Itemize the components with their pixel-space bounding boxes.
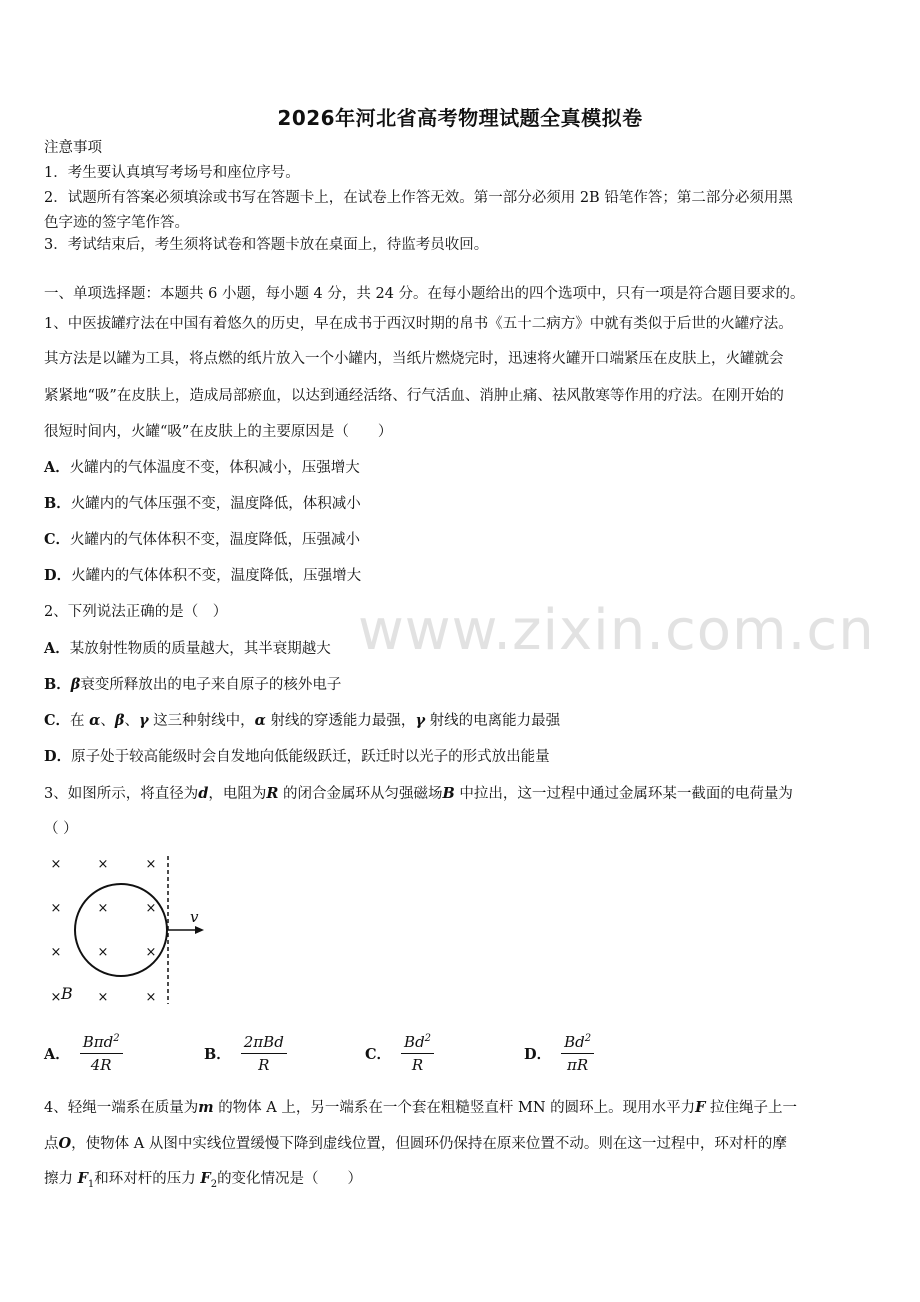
field-cross: × xyxy=(50,945,62,960)
field-cross: × xyxy=(97,857,109,872)
q2-option-a: A．某放射性物质的质量越大，其半衰期越大 xyxy=(44,640,331,657)
q1-stem-line-1: 1、中医拔罐疗法在中国有着悠久的历史，早在成书于西汉时期的帛书《五十二病方》中就有类似于后世的火罐疗法。 xyxy=(44,316,793,332)
field-label-b: B xyxy=(61,984,73,1003)
field-cross: × xyxy=(145,945,157,960)
q3-stem: 3、如图所示，将直径为d，电阻为R 的闭合金属环从匀强磁场B 中拉出，这一过程中通过金属环某一截面的电荷量为 xyxy=(44,785,793,802)
q2-option-c: C．在 α、β、γ 这三种射线中，α 射线的穿透能力最强，γ 射线的电离能力最强 xyxy=(44,712,561,729)
section-heading: 一、单项选择题：本题共 6 小题，每小题 4 分，共 24 分。在每小题给出的四个选项中，只有一项是符合题目要求的。 xyxy=(44,286,805,302)
q3-option-c: C． $\frac{Bd^2}{R}$ xyxy=(365,1028,434,1078)
q4-stem-line-3: 擦力 $F_1$和环对杆的压力 $F_2$的变化情况是（ ） xyxy=(44,1170,363,1190)
q1-stem-line-2: 其方法是以罐为工具，将点燃的纸片放入一个小罐内，当纸片燃烧完时，迅速将火罐开口端紧压在皮肤上，火罐就会 xyxy=(44,351,784,367)
field-cross: × xyxy=(97,990,109,1005)
notice-item-1: 1．考生要认真填写考场号和座位序号。 xyxy=(44,165,300,181)
notice-item-3: 3．考试结束后，考生须将试卷和答题卡放在桌面上，待监考员收回。 xyxy=(44,237,489,253)
page-title: 2026年河北省高考物理试题全真模拟卷 xyxy=(277,106,643,130)
q3-stem-line-2: （ ） xyxy=(44,821,78,837)
field-cross: × xyxy=(97,945,109,960)
field-cross: × xyxy=(50,990,62,1005)
q2-stem: 2、下列说法正确的是（ ） xyxy=(44,604,228,620)
magnetic-field-figure xyxy=(44,848,224,1013)
notice-item-2: 2．试题所有答案必须填涂或书写在答题卡上，在试卷上作答无效。第一部分必须用 2B 铅笔作答；第二部分必须用黑 xyxy=(44,190,793,206)
q4-stem-line-2: 点O，使物体 A 从图中实线位置缓慢下降到虚线位置，但圆环仍保持在原来位置不动。则在这一过程中，环对杆的摩 xyxy=(44,1135,787,1152)
q2-option-d: D．原子处于较高能级时会自发地向低能级跃迁，跃迁时以光子的形式放出能量 xyxy=(44,748,550,765)
field-cross: × xyxy=(50,857,62,872)
velocity-label: v xyxy=(190,908,199,926)
q1-option-a: A．火罐内的气体温度不变，体积减小，压强增大 xyxy=(44,459,360,476)
q1-stem-line-4: 很短时间内，火罐“吸”在皮肤上的主要原因是（ ） xyxy=(44,424,393,440)
q1-option-c: C．火罐内的气体体积不变，温度降低，压强减小 xyxy=(44,531,361,548)
q1-stem-line-3: 紧紧地“吸”在皮肤上，造成局部瘀血，以达到通经活络、行气活血、消肿止痛、祛风散寒等作用的疗法。在刚开始的 xyxy=(44,388,784,404)
velocity-arrowhead xyxy=(195,926,204,934)
notice-item-2-cont: 色字迹的签字笔作答。 xyxy=(44,215,189,231)
q3-option-d: D． $\frac{Bd^2}{\pi R}$ xyxy=(524,1028,594,1078)
q1-option-b: B．火罐内的气体压强不变，温度降低，体积减小 xyxy=(44,495,361,512)
field-cross: × xyxy=(97,901,109,916)
field-cross: × xyxy=(50,901,62,916)
q1-option-d: D．火罐内的气体体积不变，温度降低，压强增大 xyxy=(44,567,362,584)
q3-option-b: B． $\frac{\text{2πBd}}{R}$ xyxy=(204,1028,287,1078)
field-cross: × xyxy=(145,990,157,1005)
field-cross: × xyxy=(145,857,157,872)
field-cross: × xyxy=(145,901,157,916)
notice-heading: 注意事项 xyxy=(44,140,102,156)
q3-option-a: A． $\frac{B\pi d^2}{4R}$ xyxy=(44,1028,123,1078)
watermark: www.zixin.com.cn xyxy=(358,598,875,663)
q2-option-b: B．β衰变所释放出的电子来自原子的核外电子 xyxy=(44,676,342,693)
metal-ring xyxy=(75,884,167,976)
q4-stem-line-1: 4、轻绳一端系在质量为m 的物体 A 上，另一端系在一个套在粗糙竖直杆 MN 的圆环上。现用水平力F 拉住绳子上一 xyxy=(44,1099,798,1116)
